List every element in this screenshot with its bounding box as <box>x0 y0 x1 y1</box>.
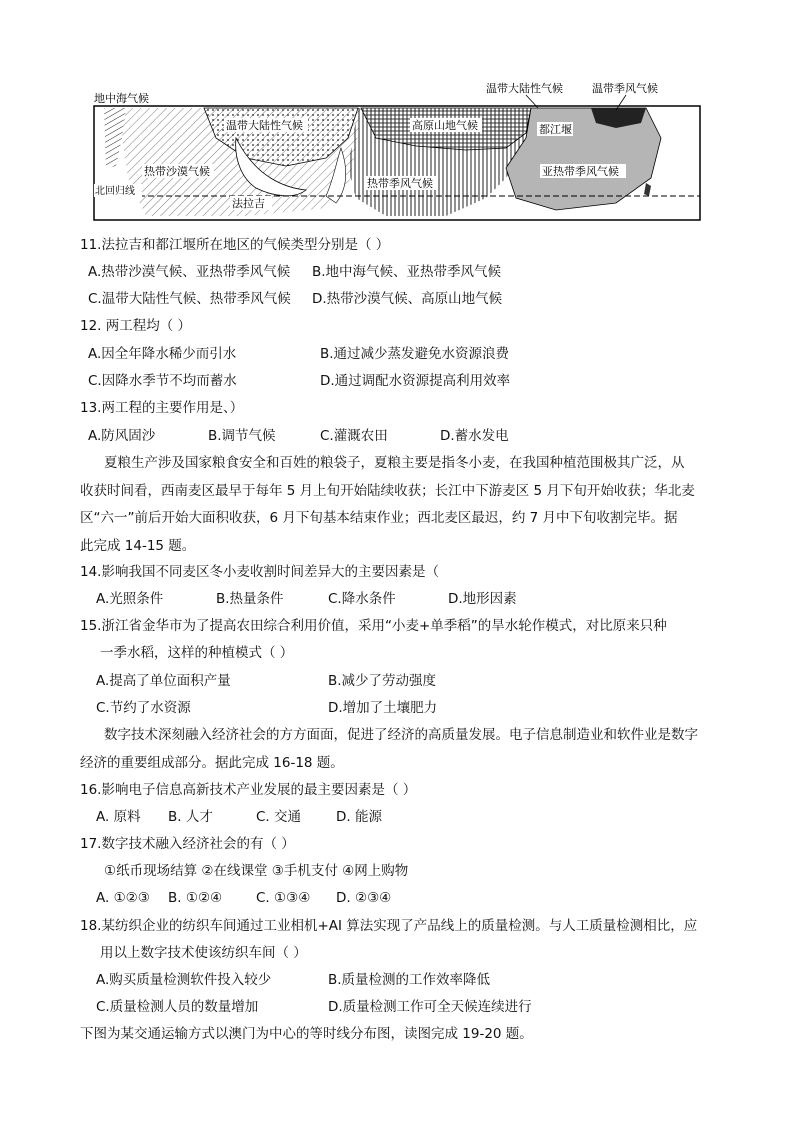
label-temperate-continental: 温带大陆性气候 <box>226 119 303 132</box>
q16-option-a: A. 原料 <box>96 809 141 825</box>
q14-option-b: B.热量条件 <box>216 591 284 607</box>
label-temperate-continental-top: 温带大陆性气候 <box>486 82 563 95</box>
q12-option-d: D.通过调配水资源提高利用效率 <box>320 373 511 389</box>
q16-option-b: B. 人才 <box>168 809 213 825</box>
label-falaji: 法拉吉 <box>232 197 265 210</box>
label-dujiangyan: 都江堰 <box>539 123 572 136</box>
q15-option-b: B.减少了劳动强度 <box>328 673 437 689</box>
q12-option-b: B.通过减少蒸发避免水资源浪费 <box>320 346 510 362</box>
q17-stem: 17.数字技术融入经济社会的有（ ） <box>80 836 295 852</box>
climate-map <box>86 78 712 226</box>
passage1-line-3: 区“六一”前后开始大面积收获，6 月下旬基本结束作业；西北麦区最迟，约 7 月中下旬收割完毕。据 <box>80 510 678 526</box>
q14-option-a: A.光照条件 <box>96 591 164 607</box>
q17-option-b: B. ①②④ <box>168 890 223 906</box>
q16-option-d: D. 能源 <box>336 809 382 825</box>
q11-option-b: B.地中海气候、亚热带季风气候 <box>312 264 502 280</box>
q13-option-a: A.防风固沙 <box>88 428 156 444</box>
q18-option-c: C.质量检测人员的数量增加 <box>96 999 259 1015</box>
q14-option-d: D.地形因素 <box>448 591 517 607</box>
q17-option-d: D. ②③④ <box>336 890 392 906</box>
q15-option-c: C.节约了水资源 <box>96 700 191 716</box>
label-tropical-monsoon: 热带季风气候 <box>367 177 433 190</box>
label-plateau-mountain: 高原山地气候 <box>412 119 478 132</box>
label-tropical-desert: 热带沙漠气候 <box>144 165 210 178</box>
q11-option-c: C.温带大陆性气候、热带季风气候 <box>88 291 291 307</box>
passage1-line-1: 夏粮生产涉及国家粮食安全和百姓的粮袋子，夏粮主要是指冬小麦，在我国种植范围极其广泛，从 <box>104 455 685 471</box>
q12-option-a: A.因全年降水稀少而引水 <box>88 346 237 362</box>
q18-option-b: B.质量检测的工作效率降低 <box>328 972 491 988</box>
q18-option-d: D.质量检测工作可全天候连续进行 <box>328 999 532 1015</box>
label-subtropical-monsoon: 亚热带季风气候 <box>542 165 619 178</box>
q12-option-c: C.因降水季节不均而蓄水 <box>88 373 237 389</box>
passage1-line-2: 收获时间看，西南麦区最早于每年 5 月上旬开始陆续收获；长江中下游麦区 5 月下旬开始收获；华北麦 <box>80 483 695 499</box>
q11-option-a: A.热带沙漠气候、亚热带季风气候 <box>88 264 291 280</box>
q18-stem-line-1: 18.某纺织企业的纺织车间通过工业相机+AI 算法实现了产品线上的质量检测。与人工质量检测相比，应 <box>80 918 698 934</box>
label-mediterranean: 地中海气候 <box>94 92 149 105</box>
q13-option-d: D.蓄水发电 <box>440 428 509 444</box>
q11-stem: 11.法拉吉和都江堰所在地区的气候类型分别是（ ） <box>80 237 390 253</box>
q16-stem: 16.影响电子信息高新技术产业发展的最主要因素是（ ） <box>80 782 417 798</box>
q11-option-d: D.热带沙漠气候、高原山地气候 <box>312 291 503 307</box>
q13-option-c: C.灌溉农田 <box>320 428 388 444</box>
label-temperate-monsoon: 温带季风气候 <box>592 82 658 95</box>
q15-stem-line-1: 15.浙江省金华市为了提高农田综合利用价值，采用“小麦+单季稻”的旱水轮作模式，对比原来只种 <box>80 618 667 634</box>
q17-items: ①纸币现场结算 ②在线课堂 ③手机支付 ④网上购物 <box>104 863 409 879</box>
q14-option-c: C.降水条件 <box>328 591 396 607</box>
q12-stem: 12. 两工程均（ ） <box>80 318 192 334</box>
q15-stem-line-2: 一季水稻，这样的种植模式（ ） <box>100 645 294 661</box>
q13-option-b: B.调节气候 <box>208 428 276 444</box>
closing-text: 下图为某交通运输方式以澳门为中心的等时线分布图，读图完成 19-20 题。 <box>80 1026 533 1042</box>
label-tropic-cancer: 北回归线 <box>95 186 135 197</box>
passage1-line-4: 此完成 14-15 题。 <box>80 538 196 554</box>
q15-option-a: A.提高了单位面积产量 <box>96 673 231 689</box>
q13-stem: 13.两工程的主要作用是、） <box>80 400 244 416</box>
q17-option-a: A. ①②③ <box>96 890 150 906</box>
q18-option-a: A.购买质量检测软件投入较少 <box>96 972 272 988</box>
q18-stem-line-2: 用以上数字技术使该纺织车间（ ） <box>100 945 307 961</box>
q17-option-c: C. ①③④ <box>256 890 311 906</box>
q16-option-c: C. 交通 <box>256 809 302 825</box>
passage2-line-1: 数字技术深刻融入经济社会的方方面面，促进了经济的高质量发展。电子信息制造业和软件业是数字 <box>104 727 698 743</box>
passage2-line-2: 经济的重要组成部分。据此完成 16-18 题。 <box>80 755 344 771</box>
q14-stem: 14.影响我国不同麦区冬小麦收割时间差异大的主要因素是（ <box>80 564 439 580</box>
q15-option-d: D.增加了土壤肥力 <box>328 700 438 716</box>
